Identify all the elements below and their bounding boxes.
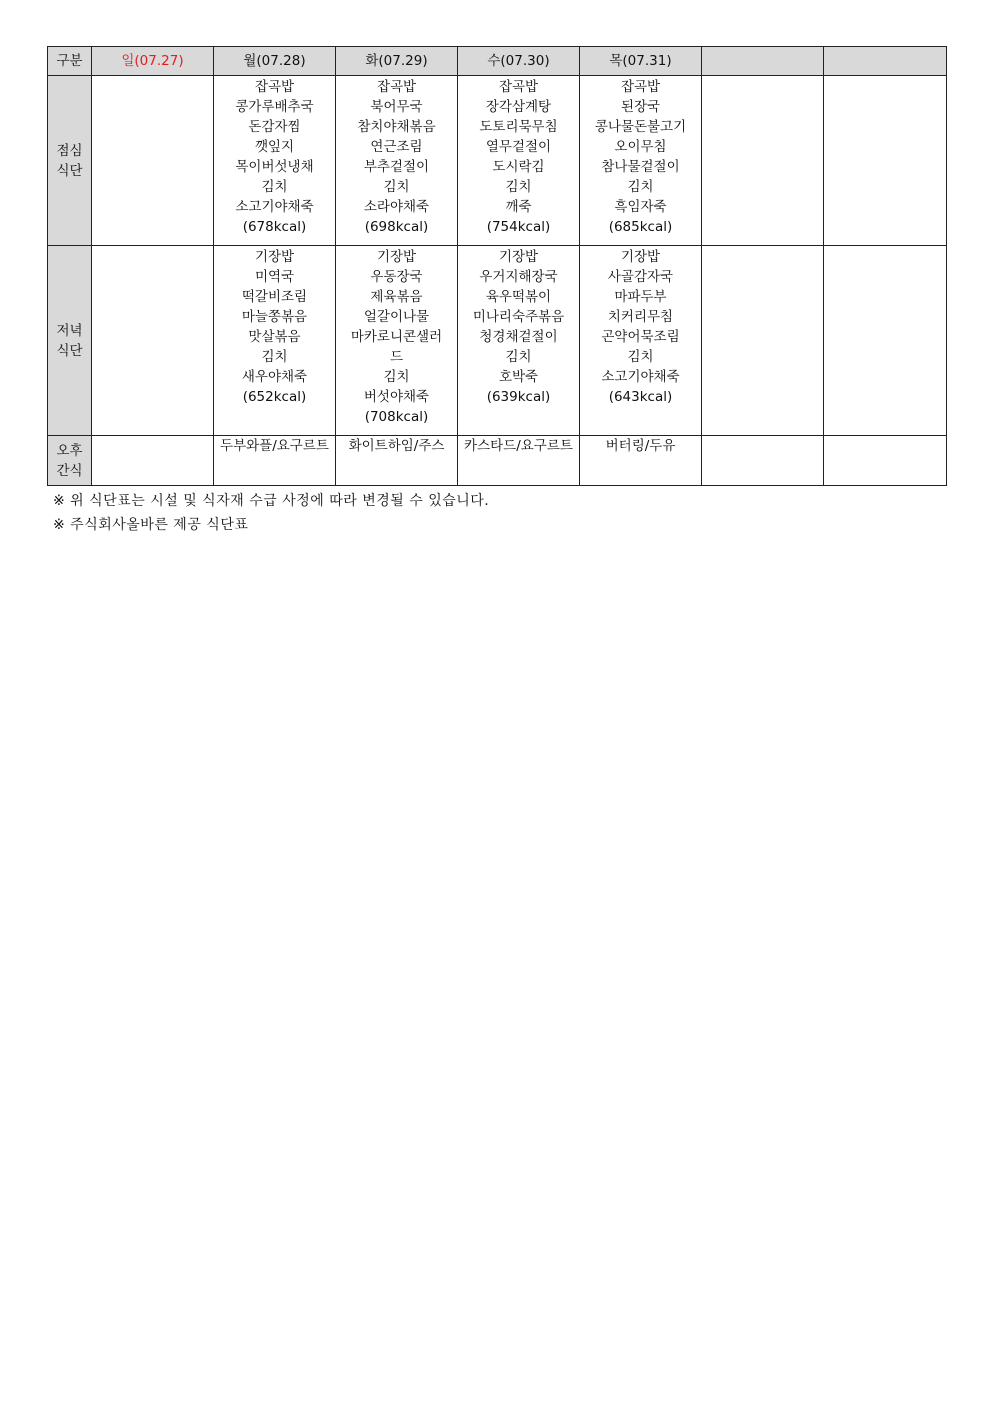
menu-item: 깻잎지 — [254, 139, 295, 155]
menu-item: 콩가루배추국 — [235, 99, 314, 115]
day-header-wednesday: 수(07.30) — [458, 47, 580, 76]
menu-item-list — [702, 76, 823, 77]
menu-item-list — [824, 246, 946, 247]
lunch-cell-sunday — [92, 76, 214, 246]
snack-cell-wednesday: 카스타드/요구르트 — [458, 436, 580, 486]
menu-item: (708kcal) — [364, 409, 429, 425]
day-header-empty-1 — [702, 47, 824, 76]
menu-item: 김치 — [505, 349, 532, 365]
menu-item: 우거지해장국 — [479, 269, 558, 285]
snack-cell-sunday — [92, 436, 214, 486]
menu-item: 부추겉절이 — [363, 159, 430, 175]
menu-item: 열무겉절이 — [485, 139, 552, 155]
menu-item: 참나물겉절이 — [601, 159, 680, 175]
menu-item: 연근조림 — [370, 139, 423, 155]
snack-cell-monday: 두부와플/요구르트 — [214, 436, 336, 486]
header-row — [48, 47, 947, 76]
menu-item: 새우야채죽 — [241, 369, 308, 385]
menu-item: 흑임자죽 — [614, 199, 667, 215]
menu-item: 도토리묵무침 — [479, 119, 558, 135]
menu-item: 콩나물돈불고기 — [594, 119, 687, 135]
menu-item-list — [92, 76, 213, 77]
menu-item: 기장밥 — [254, 249, 295, 265]
menu-item: 얼갈이나물 — [363, 309, 430, 325]
menu-item: 김치 — [505, 179, 532, 195]
dinner-cell-empty-2 — [824, 246, 947, 436]
menu-item: 참치야채볶음 — [357, 119, 436, 135]
menu-item: 기장밥 — [620, 249, 661, 265]
menu-item: 우동장국 — [370, 269, 423, 285]
menu-item: 드 — [389, 349, 404, 365]
menu-item-list — [580, 76, 701, 237]
menu-item: (652kcal) — [242, 389, 307, 405]
menu-item: 청경채겉절이 — [479, 329, 558, 345]
menu-item: 떡갈비조림 — [241, 289, 308, 305]
snack-row — [48, 436, 947, 486]
meal-plan-table — [47, 46, 947, 486]
footnote-provider: ※ 주식회사올바른 제공 식단표 — [53, 517, 249, 533]
menu-item: 김치 — [627, 179, 654, 195]
menu-item-list — [702, 246, 823, 247]
menu-item: 장각삼계탕 — [485, 99, 552, 115]
menu-item: 오이무침 — [614, 139, 667, 155]
dinner-cell-empty-1 — [702, 246, 824, 436]
lunch-cell-empty-2 — [824, 76, 947, 246]
menu-item-list — [580, 246, 701, 407]
menu-item: 김치 — [261, 349, 288, 365]
lunch-label: 점심 식단 — [48, 76, 92, 246]
menu-item: (698kcal) — [364, 219, 429, 235]
lunch-cell-thursday — [580, 76, 702, 246]
menu-item: 소라야채죽 — [363, 199, 430, 215]
menu-item: 기장밥 — [376, 249, 417, 265]
menu-item: 마카로니콘샐러 — [350, 329, 443, 345]
footnote-change-notice: ※ 위 식단표는 시설 및 식자재 수급 사정에 따라 변경될 수 있습니다. — [53, 493, 490, 509]
menu-item: 북어무국 — [370, 99, 423, 115]
day-header-tuesday: 화(07.29) — [336, 47, 458, 76]
day-header-empty-2 — [824, 47, 947, 76]
snack-cell-empty-1 — [702, 436, 824, 486]
menu-item: 소고기야채죽 — [601, 369, 680, 385]
menu-item: 목이버섯냉채 — [235, 159, 314, 175]
menu-item: 사골감자국 — [607, 269, 674, 285]
dinner-cell-thursday — [580, 246, 702, 436]
menu-item: 버섯야채죽 — [363, 389, 430, 405]
menu-item: 곤약어묵조림 — [601, 329, 680, 345]
lunch-cell-wednesday — [458, 76, 580, 246]
menu-item-list — [336, 246, 457, 427]
menu-item: (678kcal) — [242, 219, 307, 235]
menu-item: 김치 — [627, 349, 654, 365]
menu-item: 김치 — [261, 179, 288, 195]
menu-item-list — [336, 76, 457, 237]
day-header-monday: 월(07.28) — [214, 47, 336, 76]
dinner-label: 저녁 식단 — [48, 246, 92, 436]
menu-item: 제육볶음 — [370, 289, 423, 305]
menu-item: 깨죽 — [505, 199, 532, 215]
menu-item-list — [214, 246, 335, 407]
menu-item: (754kcal) — [486, 219, 551, 235]
menu-item: (643kcal) — [608, 389, 673, 405]
menu-item: (685kcal) — [608, 219, 673, 235]
menu-item: 돈감자찜 — [248, 119, 301, 135]
menu-item: 잡곡밥 — [620, 79, 661, 95]
dinner-cell-tuesday — [336, 246, 458, 436]
menu-item-list — [458, 76, 579, 237]
day-header-thursday: 목(07.31) — [580, 47, 702, 76]
menu-item: 마늘쫑볶음 — [241, 309, 308, 325]
menu-item: 육우떡볶이 — [485, 289, 552, 305]
lunch-row — [48, 76, 947, 246]
snack-label: 오후 간식 — [48, 436, 92, 486]
dinner-cell-wednesday — [458, 246, 580, 436]
menu-item: 호박죽 — [498, 369, 539, 385]
day-header-sunday: 일(07.27) — [92, 47, 214, 76]
menu-item: 잡곡밥 — [254, 79, 295, 95]
dinner-cell-sunday — [92, 246, 214, 436]
dinner-row — [48, 246, 947, 436]
lunch-cell-monday — [214, 76, 336, 246]
menu-item-list — [214, 76, 335, 237]
snack-cell-thursday: 버터링/두유 — [580, 436, 702, 486]
lunch-cell-empty-1 — [702, 76, 824, 246]
menu-item: 잡곡밥 — [498, 79, 539, 95]
menu-item: 소고기야채죽 — [235, 199, 314, 215]
snack-cell-tuesday: 화이트하임/주스 — [336, 436, 458, 486]
menu-item-list — [458, 246, 579, 407]
menu-item: 기장밥 — [498, 249, 539, 265]
menu-item: 맛살볶음 — [248, 329, 301, 345]
menu-item-list — [824, 76, 946, 77]
menu-item: 된장국 — [620, 99, 661, 115]
menu-item: 도시락김 — [492, 159, 545, 175]
footnotes — [53, 489, 489, 537]
menu-item: 마파두부 — [614, 289, 667, 305]
header-label: 구분 — [48, 47, 92, 76]
menu-item: 미역국 — [254, 269, 295, 285]
snack-cell-empty-2 — [824, 436, 947, 486]
menu-item: 미나리숙주볶음 — [472, 309, 565, 325]
menu-item: 김치 — [383, 369, 410, 385]
menu-item: 잡곡밥 — [376, 79, 417, 95]
menu-item-list — [92, 246, 213, 247]
dinner-cell-monday — [214, 246, 336, 436]
menu-item: (639kcal) — [486, 389, 551, 405]
menu-item: 치커리무침 — [607, 309, 674, 325]
menu-item: 김치 — [383, 179, 410, 195]
lunch-cell-tuesday — [336, 76, 458, 246]
